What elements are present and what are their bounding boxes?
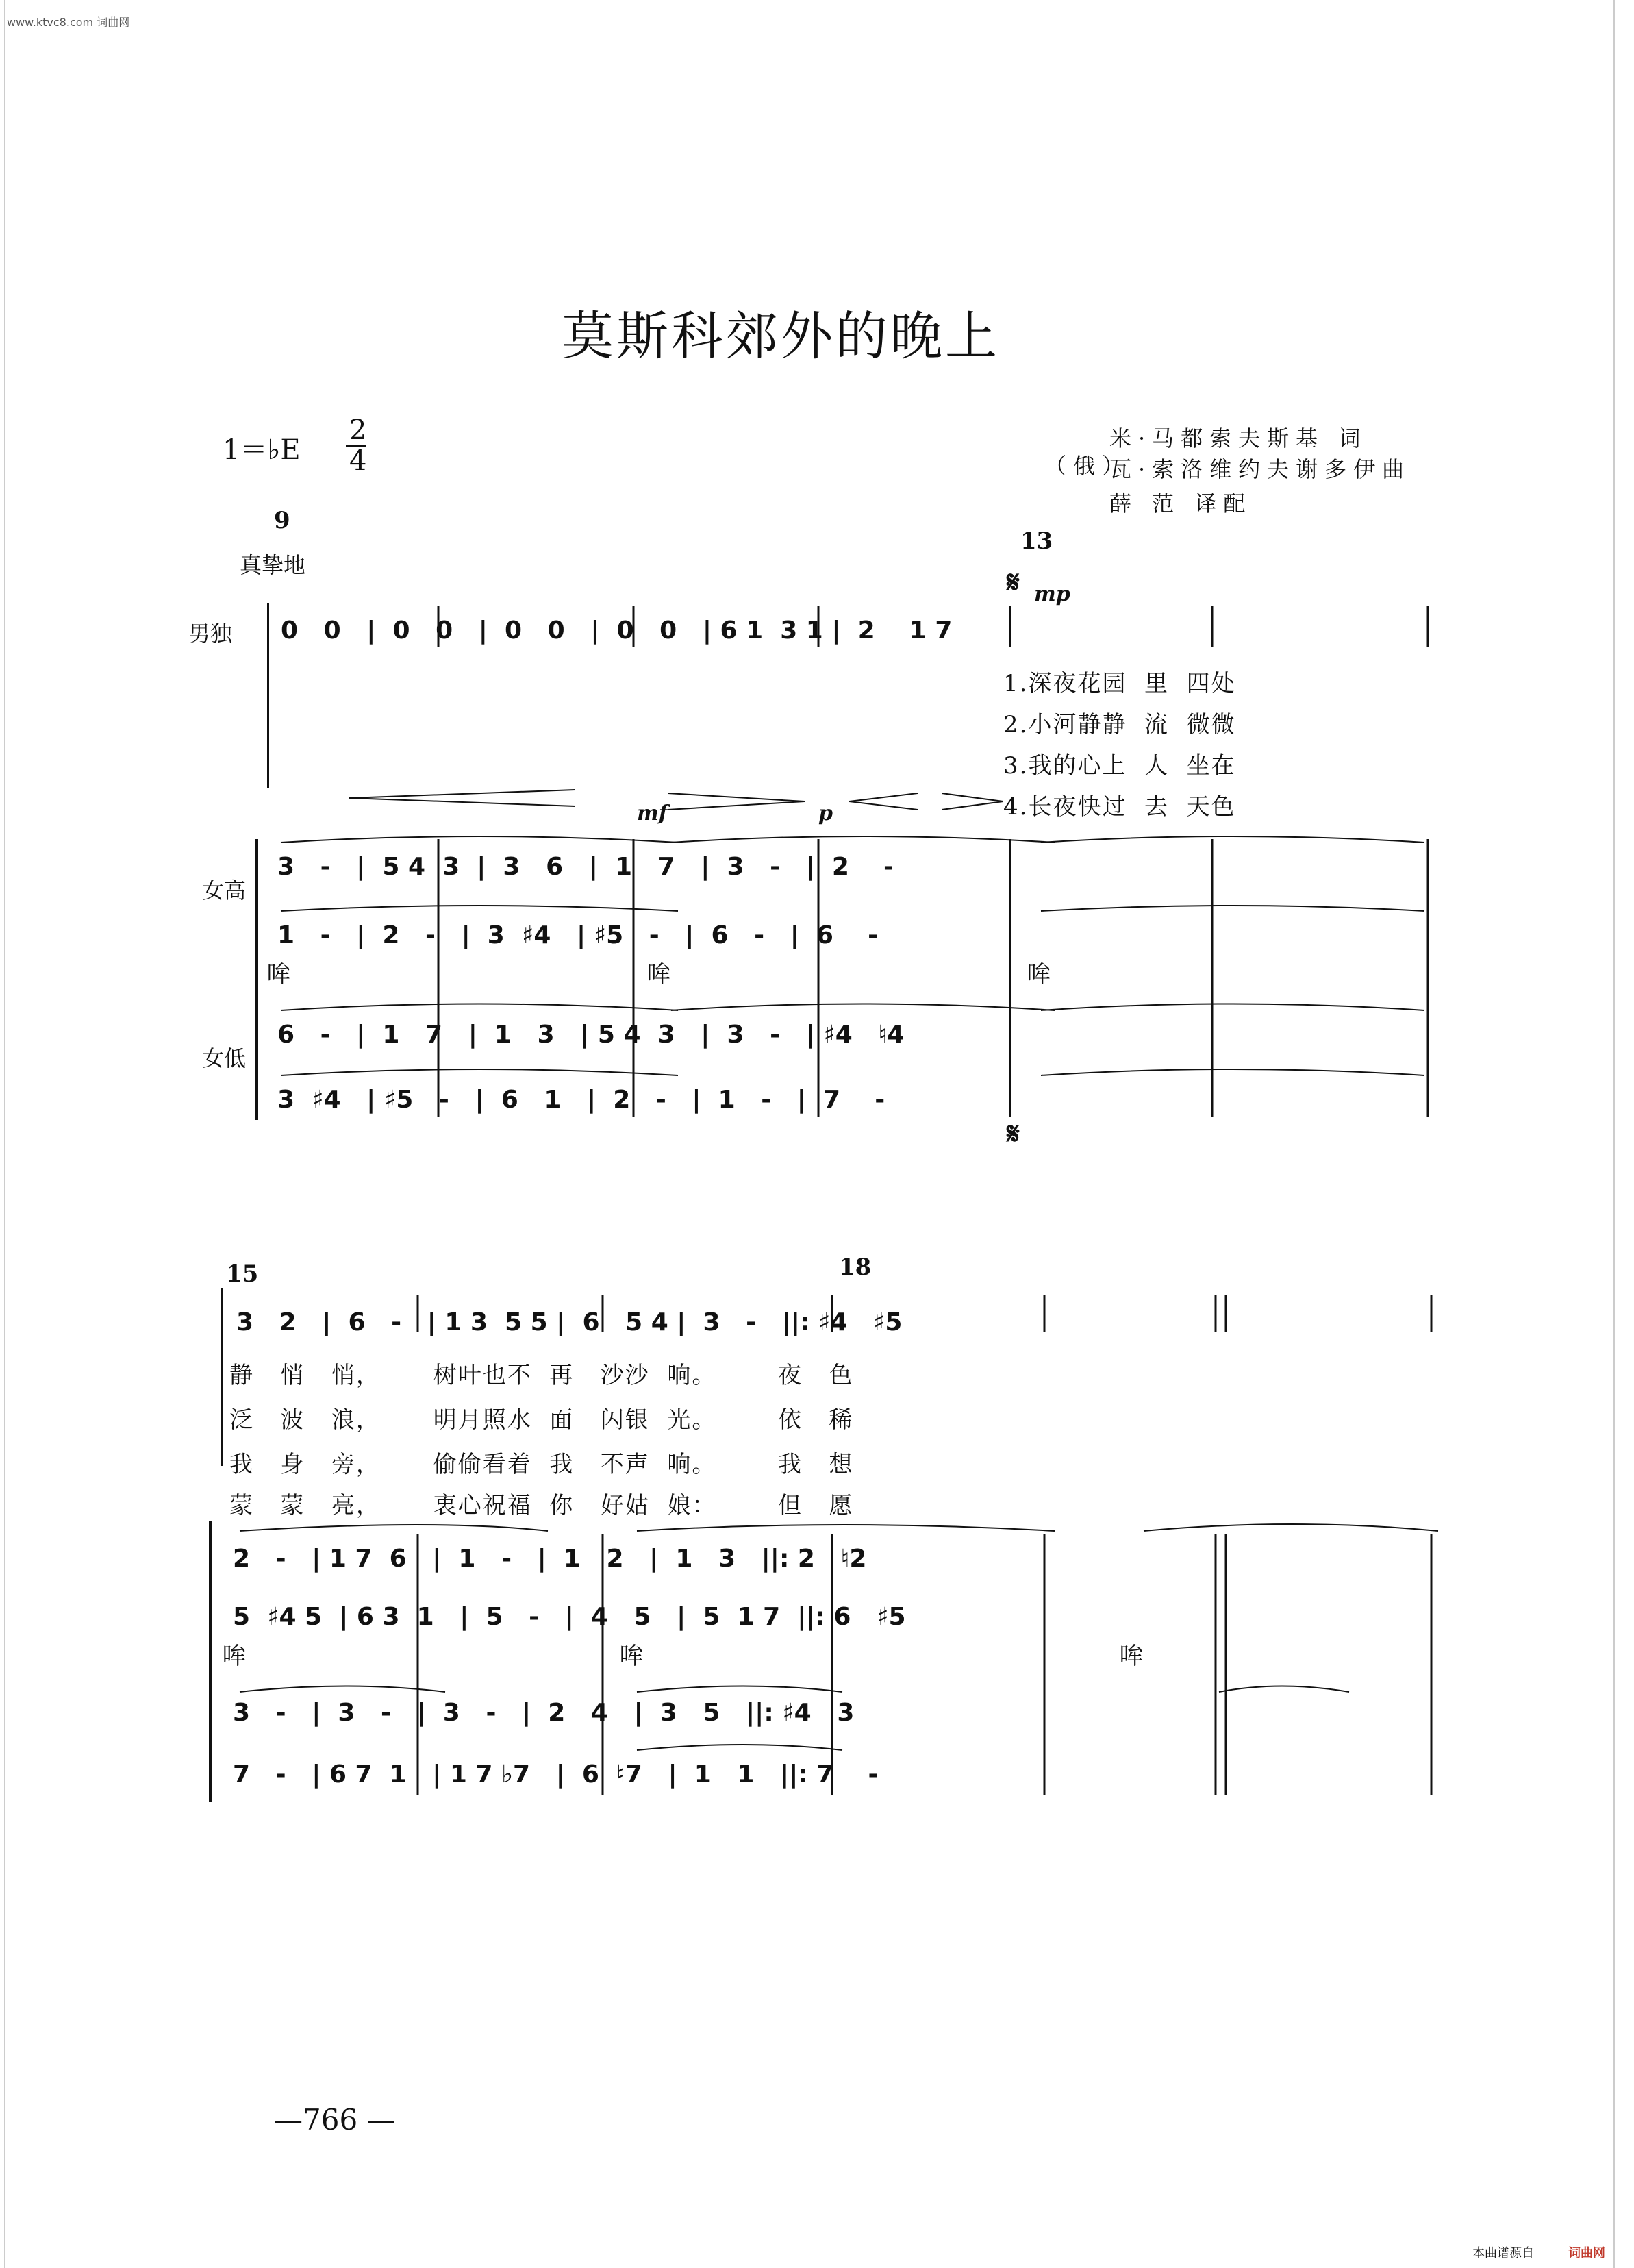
- lyric-verse-4-row-1: 4.长夜快过 去 天色: [1003, 793, 1236, 821]
- lyric-verse-2-row-1: 2.小河静静 流 微微: [1003, 711, 1236, 738]
- lyric-verse-3-row-2: 我 身 旁， 偷偷看着 我 不声 响。 我 想: [229, 1451, 854, 1478]
- page-number: —766 —: [274, 2103, 396, 2136]
- left-margin-strip: [4, 0, 21, 2268]
- part-label-male-solo: 男独: [188, 621, 233, 647]
- hum-syllable-4: 哞: [223, 1643, 247, 1670]
- soprano-1-notes-row-2: 2 - | 1 7 6 | 1 - | 1 2 | 1 3 ||: 2 ♮2: [233, 1545, 867, 1573]
- alto-1-notes-row-2: 3 - | 3 - | 3 - | 2 4 | 3 5 ||: ♯4 3: [233, 1699, 855, 1727]
- alto-2-notes-row-2: 7 - | 6 7 1 | 1 7 ♭7 | 6 ♮7 | 1 1 ||: 7 -: [233, 1760, 879, 1789]
- soprano-2-notes-row-2: 5 ♯4 5 | 6 3 1 | 5 - | 4 5 | 5 1 7 ||: 6 ♯5: [233, 1603, 906, 1631]
- segno-icon: 𝄋: [1007, 565, 1020, 600]
- time-signature-bottom: 4: [349, 445, 367, 477]
- page-title: 莫斯科郊外的晚上: [562, 306, 1000, 366]
- hum-syllable-3: 哞: [1027, 961, 1052, 988]
- measure-number-15: 15: [226, 1260, 259, 1288]
- alto-1-notes-row-1: 6 - | 1 7 | 1 3 | 5 4 3 | 3 - | ♯4 ♮4: [277, 1021, 905, 1049]
- credit-composer: 瓦·索洛维约夫谢多伊曲: [1109, 456, 1411, 482]
- alto-2-notes-row-1: 3 ♯4 | ♯5 - | 6 1 | 2 - | 1 - | 7 -: [277, 1086, 885, 1114]
- measure-number-18: 18: [839, 1254, 872, 1281]
- tempo-marking: 真挚地: [240, 552, 306, 578]
- footer-site-logo: 词曲网: [1568, 2246, 1605, 2260]
- lyric-verse-3-row-1: 3.我的心上 人 坐在: [1003, 752, 1236, 780]
- hum-syllable-1: 哞: [267, 961, 292, 988]
- credit-origin: （俄）: [1044, 453, 1131, 479]
- lyric-verse-1-row-1: 1.深夜花园 里 四处: [1003, 670, 1236, 697]
- site-watermark: www.ktvc8.com 词曲网: [7, 16, 130, 29]
- soprano-1-notes-row-1: 3 - | 5 4 3 | 3 6 | 1 7 | 3 - | 2 -: [277, 853, 894, 881]
- dynamic-mf: mf: [637, 801, 668, 825]
- right-margin-strip: [1613, 0, 1630, 2268]
- segno-icon-bottom: 𝄋: [1007, 1117, 1020, 1151]
- dynamic-p: p: [818, 801, 833, 825]
- barlines-system-2: [0, 1288, 1634, 1822]
- solo-notes-row-1: 0 0 | 0 0 | 0 0 | 0 0 | 6 1 3 1 | 2 1 7: [281, 616, 953, 645]
- hum-syllable-6: 哞: [1120, 1643, 1144, 1670]
- soprano-2-notes-row-1: 1 - | 2 - | 3 ♯4 | ♯5 - | 6 - | 6 -: [277, 921, 879, 949]
- hum-syllable-2: 哞: [647, 961, 672, 988]
- footer-source-text: 本曲谱源自: [1472, 2246, 1534, 2260]
- part-label-alto: 女低: [202, 1045, 247, 1071]
- dynamic-mp: mp: [1034, 582, 1070, 606]
- lyric-verse-2-row-2: 泛 波 浪， 明月照水 面 闪银 光。 依 稀: [229, 1406, 854, 1434]
- solo-notes-row-2: 3 2 | 6 - | 1 3 5 5 | 6 5 4 | 3 - ||: ♯4 ♯5: [236, 1308, 903, 1336]
- lyric-verse-1-row-2: 静 悄 悄， 树叶也不 再 沙沙 响。 夜 色: [229, 1362, 854, 1389]
- part-label-soprano: 女高: [202, 877, 247, 904]
- barlines-system-1: [0, 596, 1634, 1130]
- credit-lyricist: 米·马都索夫斯基 词: [1109, 425, 1368, 451]
- measure-number-9: 9: [274, 507, 290, 534]
- hum-syllable-5: 哞: [620, 1643, 644, 1670]
- lyric-verse-4-row-2: 蒙 蒙 亮， 衷心祝福 你 好姑 娘： 但 愿: [229, 1492, 854, 1519]
- measure-number-13: 13: [1020, 527, 1053, 555]
- time-signature-top: 2: [349, 414, 367, 446]
- key-signature: 1＝♭E: [223, 434, 301, 466]
- credit-translator: 薛 范 译配: [1109, 490, 1253, 516]
